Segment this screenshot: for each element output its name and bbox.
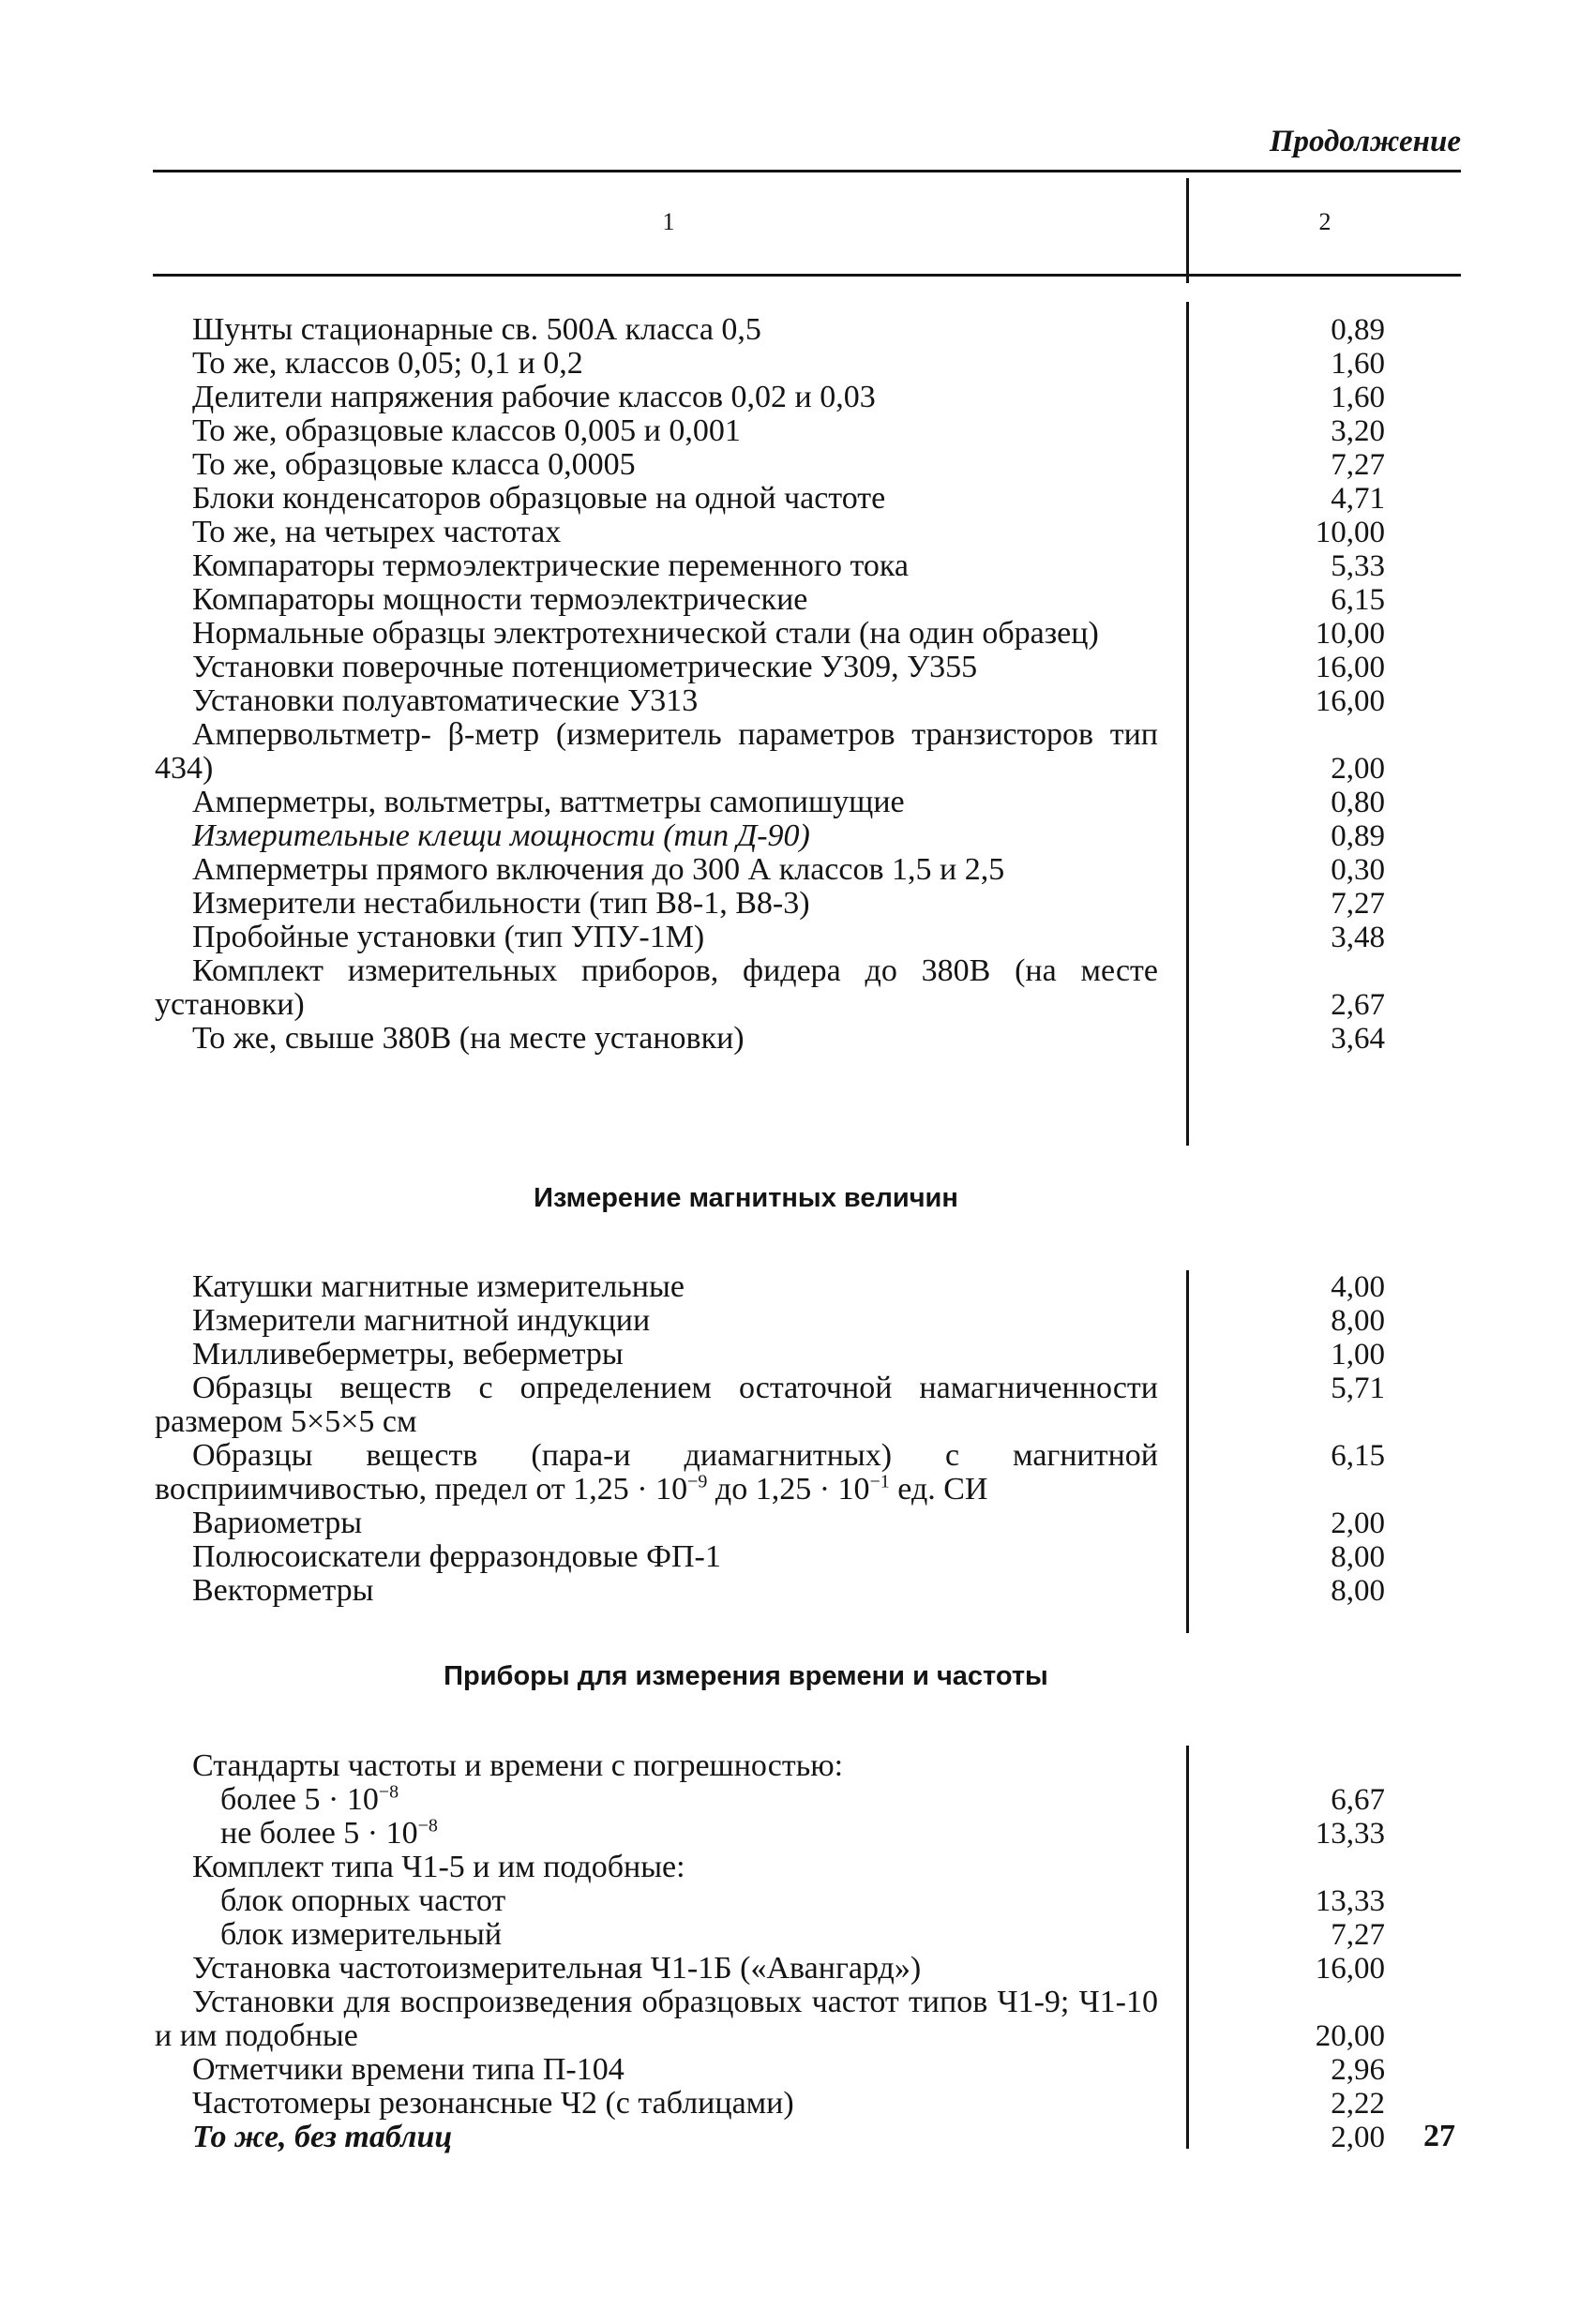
item-value: 13,33 xyxy=(1315,1884,1385,1918)
item-label-exponent: −9 xyxy=(687,1471,708,1492)
list-item xyxy=(155,2053,1467,2087)
item-value: 16,00 xyxy=(1315,684,1385,718)
item-value: 7,27 xyxy=(1331,1918,1385,1952)
list-item xyxy=(155,1952,1467,1986)
list-item xyxy=(155,921,1467,954)
item-label: То же, образцовые класса 0,0005 xyxy=(192,447,636,482)
item-value: 0,89 xyxy=(1331,313,1385,347)
item-label: Частотомеры резонансные Ч2 (с таблицами) xyxy=(192,2086,794,2121)
list-item xyxy=(155,1540,1467,1574)
item-label: Комплект типа Ч1-5 и им подобные: xyxy=(192,1850,685,1884)
section-title-time-frequency: Приборы для измерения времени и частоты xyxy=(444,1661,1048,1691)
list-item xyxy=(155,718,1467,786)
column-divider-header xyxy=(1186,178,1189,283)
item-label-exponent: −1 xyxy=(869,1471,890,1492)
item-value: 2,96 xyxy=(1331,2053,1385,2087)
item-label: Ампервольтметр- β-метр (измеритель параметров транзисторов тип 434) xyxy=(155,717,1158,786)
list-item xyxy=(155,819,1467,853)
item-label: Компараторы термоэлектрические переменного тока xyxy=(192,548,909,583)
item-value: 4,00 xyxy=(1331,1270,1385,1304)
item-value: 16,00 xyxy=(1315,1952,1385,1986)
item-value: 7,27 xyxy=(1331,887,1385,921)
list-item xyxy=(155,1574,1467,1608)
list-item xyxy=(155,1783,1467,1817)
section-2-list xyxy=(155,1270,1467,1608)
item-label: Амперметры прямого включения до 300 А классов 1,5 и 2,5 xyxy=(192,852,1005,887)
list-item xyxy=(155,1338,1467,1372)
item-label: блок измерительный xyxy=(220,1917,503,1952)
item-label: Векторметры xyxy=(192,1573,374,1608)
list-item xyxy=(155,887,1467,921)
item-value: 6,15 xyxy=(1331,583,1385,617)
item-label: Блоки конденсаторов образцовые на одной частоте xyxy=(192,481,886,516)
item-value: 0,30 xyxy=(1331,853,1385,887)
item-value: 5,71 xyxy=(1331,1372,1385,1405)
list-item xyxy=(155,482,1467,516)
list-item xyxy=(155,583,1467,617)
list-item xyxy=(155,1817,1467,1851)
item-value: 1,60 xyxy=(1331,381,1385,414)
list-item xyxy=(155,313,1467,347)
item-value: 10,00 xyxy=(1315,516,1385,549)
list-item xyxy=(155,1372,1467,1439)
item-value: 5,33 xyxy=(1331,549,1385,583)
list-item xyxy=(155,1439,1467,1507)
item-value: 13,33 xyxy=(1315,1817,1385,1851)
list-item xyxy=(155,1851,1467,1884)
item-value: 8,00 xyxy=(1331,1304,1385,1338)
item-value: 2,00 xyxy=(1331,2121,1385,2154)
item-label: То же, образцовые классов 0,005 и 0,001 xyxy=(192,413,741,448)
item-value: 16,00 xyxy=(1315,651,1385,684)
list-item xyxy=(155,1986,1467,2053)
item-label: Шунты стационарные св. 500А класса 0,5 xyxy=(192,312,761,347)
item-label: Измерители магнитной индукции xyxy=(192,1303,651,1338)
item-label: То же, без таблиц xyxy=(192,2120,453,2154)
list-item xyxy=(155,2121,1467,2154)
item-label: Установка частотоизмерительная Ч1-1Б («Авангард») xyxy=(192,1951,922,1986)
section-3-list xyxy=(155,1749,1467,2154)
list-item xyxy=(155,1270,1467,1304)
item-label: Отметчики времени типа П-104 xyxy=(192,2052,624,2087)
list-item xyxy=(155,1918,1467,1952)
item-value: 7,27 xyxy=(1331,448,1385,482)
item-value: 6,15 xyxy=(1331,1439,1385,1473)
list-item xyxy=(155,651,1467,684)
list-item xyxy=(155,617,1467,651)
list-item xyxy=(155,1884,1467,1918)
item-label-exponent: −8 xyxy=(378,1781,399,1803)
list-item xyxy=(155,1304,1467,1338)
item-value: 1,00 xyxy=(1331,1338,1385,1372)
item-label-exponent: −8 xyxy=(417,1815,438,1837)
item-value: 3,48 xyxy=(1331,921,1385,954)
item-label-text: более 5 · 10 xyxy=(220,1782,379,1817)
item-label: Катушки магнитные измерительные xyxy=(192,1269,685,1304)
list-item xyxy=(155,381,1467,414)
table-top-rule xyxy=(153,170,1461,172)
list-item xyxy=(155,853,1467,887)
list-item xyxy=(155,684,1467,718)
item-label-text: до 1,25 · 10 xyxy=(707,1472,870,1507)
item-label: Полюсоискатели ферразондовые ФП-1 xyxy=(192,1539,721,1574)
item-label: Комплект измерительных приборов, фидера до 380В (на месте установки) xyxy=(155,953,1158,1022)
item-label: То же, на четырех частотах xyxy=(192,515,562,549)
list-item xyxy=(155,2087,1467,2121)
list-item xyxy=(155,549,1467,583)
item-label: Нормальные образцы электротехнической стали (на один образец) xyxy=(192,616,1099,651)
item-value: 10,00 xyxy=(1315,617,1385,651)
item-label xyxy=(155,1817,1158,1851)
item-label: Милливеберметры, веберметры xyxy=(192,1337,624,1372)
item-label: Амперметры, вольтметры, ваттметры самопишущие xyxy=(192,785,905,819)
item-label-text: не более 5 · 10 xyxy=(220,1816,418,1851)
item-label: Образцы веществ с определением остаточной намагниченности размером 5×5×5 см xyxy=(155,1371,1158,1439)
item-label: Делители напряжения рабочие классов 0,02 и 0,03 xyxy=(192,380,876,414)
item-label: Измерители нестабильности (тип В8-1, В8-3) xyxy=(192,886,810,921)
list-item xyxy=(155,448,1467,482)
section-1-list xyxy=(155,313,1467,1056)
list-item xyxy=(155,414,1467,448)
item-value: 4,71 xyxy=(1331,482,1385,516)
item-value: 8,00 xyxy=(1331,1574,1385,1608)
item-label: Измерительные клещи мощности (тип Д-90) xyxy=(192,818,810,853)
item-value: 0,89 xyxy=(1331,819,1385,853)
list-item xyxy=(155,347,1467,381)
item-value: 8,00 xyxy=(1331,1540,1385,1574)
page-number: 27 xyxy=(1423,2119,1455,2153)
item-value: 6,67 xyxy=(1331,1783,1385,1817)
item-label: Компараторы мощности термоэлектрические xyxy=(192,582,808,617)
item-label: блок опорных частот xyxy=(220,1883,506,1918)
item-label: Установки полуавтоматические У313 xyxy=(192,683,699,718)
item-value: 0,80 xyxy=(1331,786,1385,819)
item-value: 3,20 xyxy=(1331,414,1385,448)
column-header-2: 2 xyxy=(1318,208,1332,235)
item-label xyxy=(155,1783,1158,1817)
section-title-magnetic: Измерение магнитных величин xyxy=(534,1183,958,1213)
list-item xyxy=(155,1749,1467,1783)
item-label: Установки поверочные потенциометрические У309, У355 xyxy=(192,650,978,684)
column-header-1: 1 xyxy=(662,208,675,235)
table-header-rule xyxy=(153,274,1461,277)
item-value: 2,00 xyxy=(1331,1507,1385,1540)
item-value: 20,00 xyxy=(1315,2019,1385,2053)
list-item xyxy=(155,786,1467,819)
item-label: То же, свыше 380В (на месте установки) xyxy=(192,1021,745,1056)
item-value: 2,22 xyxy=(1331,2087,1385,2121)
item-label xyxy=(155,1439,1158,1507)
item-value: 2,00 xyxy=(1331,752,1385,786)
item-value: 3,64 xyxy=(1331,1022,1385,1056)
item-value: 2,67 xyxy=(1331,988,1385,1022)
item-value: 1,60 xyxy=(1331,347,1385,381)
list-item xyxy=(155,1507,1467,1540)
list-item xyxy=(155,954,1467,1022)
item-label: То же, классов 0,05; 0,1 и 0,2 xyxy=(192,346,583,381)
list-item xyxy=(155,1022,1467,1056)
item-label: Установки для воспроизведения образцовых частот типов Ч1-9; Ч1-10 и им подобные xyxy=(155,1985,1158,2053)
item-label-text: ед. СИ xyxy=(889,1472,988,1507)
item-label: Вариометры xyxy=(192,1506,363,1540)
item-label: Пробойные установки (тип УПУ-1М) xyxy=(192,920,705,954)
item-label-text: Образцы веществ (пара-и диамагнитных) с магнитной восприимчивостью, предел от 1,25 · 10 xyxy=(155,1438,1158,1507)
list-item xyxy=(155,516,1467,549)
continuation-label: Продолжение xyxy=(1269,125,1461,158)
item-label: Стандарты частоты и времени с погрешностью: xyxy=(192,1748,844,1783)
